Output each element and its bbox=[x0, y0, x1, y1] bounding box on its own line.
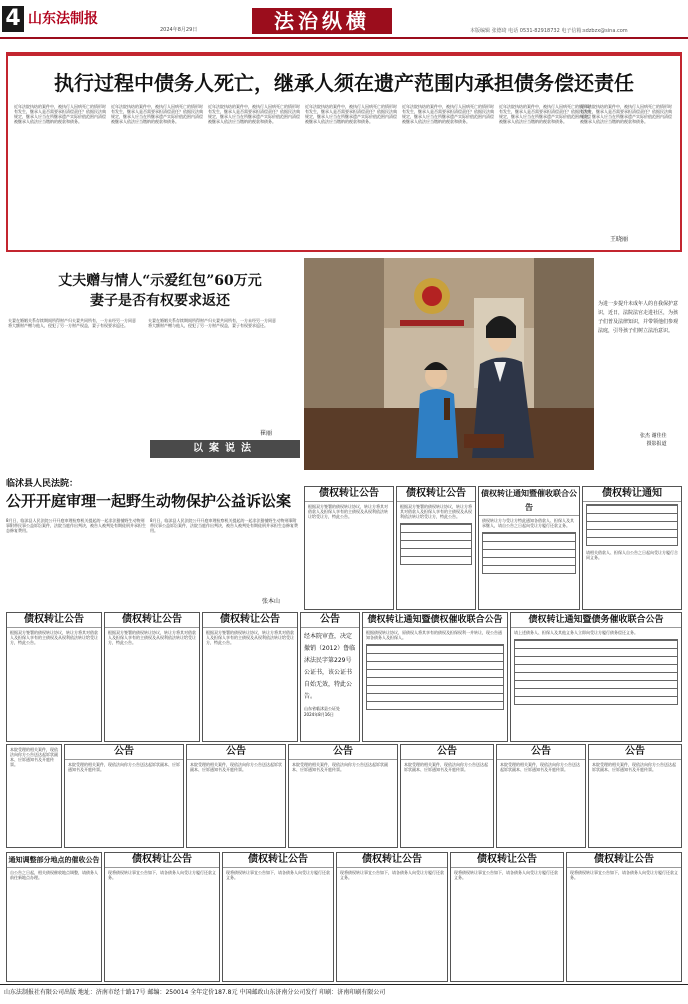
notice-16 bbox=[496, 744, 586, 848]
feature-title: 执行过程中债务人死亡，继承人须在遗产范围内承担债务偿还责任 bbox=[54, 71, 634, 95]
notice-17 bbox=[588, 744, 682, 848]
notice-8-date: 2024年8月16日 bbox=[304, 712, 334, 717]
notice-13 bbox=[186, 744, 286, 848]
feature-text-col-2: 近年法院执结的案件中，被执行人因病死亡的情形时有发生，继承人是否需要承担清偿责任？依据民法典规定，继承人应当在所继承遗产实际价值范围内清偿被继承人依法应当缴纳的税款和债务。 bbox=[111, 104, 203, 124]
notice-8 bbox=[300, 612, 360, 742]
notice-19-text: 现将债权转让事宜公告如下，请各债务人向受让方履行还款义务。 bbox=[108, 870, 216, 880]
paper-name: 山东法制报 bbox=[28, 11, 98, 27]
notice-2-table bbox=[400, 523, 472, 565]
notice-3-text: 债权转让方与受让方特此通知各借款人、担保人及其承继人，请自公告之日起向受让方履行还款义务。 bbox=[482, 518, 574, 528]
notice-19 bbox=[104, 852, 220, 982]
notice-9-text: 根据债权转让协议，原债权人将其享有的债权及担保权利一并转让，现公告通知各债务人及担保人。 bbox=[366, 630, 502, 640]
notice-20-text: 现将债权转让事宜公告如下，请各债务人向受让方履行还款义务。 bbox=[226, 870, 330, 880]
court-text-col-1: 8月日，临沭县人民法院公开开庭审理检察机关提起的一起非法猎捕野生动物刑事附带民事公益诉讼案件，法院当庭作出判决，被告人被判处有期徒刑并承担生态修复费用。 bbox=[6, 518, 146, 533]
issue-date: 2024年8月29日 bbox=[160, 27, 198, 33]
photo-credit bbox=[640, 432, 667, 448]
notice-2-title: 债权转让公告 bbox=[397, 487, 475, 502]
page-number: 4 bbox=[2, 6, 24, 32]
notice-21 bbox=[336, 852, 448, 982]
notice-20 bbox=[222, 852, 334, 982]
feature-author: 王晓丽 bbox=[610, 236, 629, 243]
notice-11 bbox=[6, 744, 62, 848]
footer-rule bbox=[0, 984, 688, 985]
photo-caption: 为进一步提升未成年人的自我保护意识，近日，法院法官走进社区，为孩子们普及法律知识，并带领他们参观法庭，引导孩子们树立法治意识。 bbox=[598, 301, 679, 334]
notice-3 bbox=[478, 486, 580, 610]
notice-18 bbox=[6, 852, 102, 982]
notice-22-title: 债权转让公告 bbox=[451, 853, 563, 868]
notice-4-title: 债权转让通知 bbox=[583, 487, 681, 502]
notice-23 bbox=[566, 852, 682, 982]
masthead bbox=[0, 0, 688, 40]
notice-8-text: 经本院审查，决定撤销（2012）鲁临沭法民字第229号公证书，该公证书自始无效，特此公告。 bbox=[304, 633, 356, 700]
notice-18-text: 自公告之日起，相关债权催收地点调整，请债务人前往新地点办理。 bbox=[10, 870, 98, 880]
notice-1 bbox=[304, 486, 394, 610]
notice-2 bbox=[396, 486, 476, 610]
notice-12-text: 本院受理的相关案件，现依法向你方公告送达起诉状副本、应诉通知书及开庭传票。 bbox=[68, 762, 180, 772]
feature-text-col-5: 近年法院执结的案件中，被执行人因病死亡的情形时有发生，继承人是否需要承担清偿责任？依据民法典规定，继承人应当在所继承遗产实际价值范围内清偿被继承人依法应当缴纳的税款和债务。 bbox=[402, 104, 494, 124]
gift-title: 丈夫赠与情人“示爱红包”60万元 bbox=[58, 273, 262, 289]
notice-7 bbox=[202, 612, 298, 742]
notice-11-text: 本院受理的相关案件，现依法向你方公告送达起诉状副本、应诉通知书及开庭传票。 bbox=[10, 747, 58, 767]
notice-4-table bbox=[586, 504, 678, 546]
feature-text-col-7: 近年法院执结的案件中，被执行人因病死亡的情形时有发生，继承人是否需要承担清偿责任？依据民法典规定，继承人应当在所继承遗产实际价值范围内清偿被继承人依法应当缴纳的税款和债务。 bbox=[580, 104, 672, 124]
notice-12 bbox=[64, 744, 184, 848]
gift-text-col-2: 夫妻在婚姻关系存续期间所得财产归夫妻共同所有，一方未经另一方同意将大额财产赠与他人，侵犯了另一方财产权益，妻子有权要求返还。 bbox=[148, 318, 276, 328]
notice-20-title: 债权转让公告 bbox=[223, 853, 333, 868]
notice-3-title: 债权转让通知暨催收联合公告 bbox=[479, 487, 579, 516]
notice-23-text: 现将债权转让事宜公告如下，请各债务人向受让方履行还款义务。 bbox=[570, 870, 678, 880]
editor-info: 本版编辑 张德琦 电话 0531-82918732 电子信箱:sdzbzx@sina.com bbox=[470, 28, 628, 34]
gift-text-col-1: 夫妻在婚姻关系存续期间所得财产归夫妻共同所有，一方未经另一方同意将大额财产赠与他人，侵犯了另一方财产权益，妻子有权要求返还。 bbox=[8, 318, 136, 328]
notice-5-title: 债权转让公告 bbox=[7, 613, 101, 628]
notice-6 bbox=[104, 612, 200, 742]
photo-credit-names: 张杰 谢佳佳 bbox=[640, 433, 667, 439]
notice-15-text: 本院受理的相关案件，现依法向你方公告送达起诉状副本、应诉通知书及开庭传票。 bbox=[404, 762, 488, 772]
notice-2-text: 根据双方签署的债权转让协议，转让方将其对借款人及担保人享有的主债权及从权利依法转让给受让方，特此公告。 bbox=[400, 504, 472, 519]
feature-text-col-1: 近年法院执结的案件中，被执行人因病死亡的情形时有发生，继承人是否需要承担清偿责任？依据民法典规定，继承人应当在所继承遗产实际价值范围内清偿被继承人依法应当缴纳的税款和债务。 bbox=[14, 104, 106, 124]
courtroom-photo bbox=[304, 258, 594, 470]
notice-6-title: 债权转让公告 bbox=[105, 613, 199, 628]
notice-9-title: 债权转让通知暨债权催收联合公告 bbox=[363, 613, 507, 628]
notice-15-title: 公告 bbox=[401, 745, 493, 760]
notice-22 bbox=[450, 852, 564, 982]
notice-10-title: 债权转让通知暨债务催收联合公告 bbox=[511, 613, 681, 628]
notice-12-title: 公告 bbox=[65, 745, 183, 760]
court-text-col-2: 8月日，临沭县人民法院公开开庭审理检察机关提起的一起非法猎捕野生动物刑事附带民事公益诉讼案件，法院当庭作出判决，被告人被判处有期徒刑并承担生态修复费用。 bbox=[150, 518, 298, 533]
notice-9 bbox=[362, 612, 508, 742]
notice-7-title: 债权转让公告 bbox=[203, 613, 297, 628]
court-author: 张本山 bbox=[262, 598, 281, 605]
photo-credit-label: 摄影报道 bbox=[646, 441, 667, 447]
notice-10 bbox=[510, 612, 682, 742]
notice-16-title: 公告 bbox=[497, 745, 585, 760]
feature-top-bar bbox=[6, 52, 682, 56]
notice-1-text: 根据双方签署的债权转让协议，转让方将其对借款人及担保人享有的主债权及从权利依法转让给受让方，特此公告。 bbox=[308, 504, 388, 519]
notice-13-title: 公告 bbox=[187, 745, 285, 760]
notice-10-table bbox=[514, 639, 678, 705]
notice-17-title: 公告 bbox=[589, 745, 681, 760]
notice-21-text: 现将债权转让事宜公告如下，请各债务人向受让方履行还款义务。 bbox=[340, 870, 444, 880]
notice-16-text: 本院受理的相关案件，现依法向你方公告送达起诉状副本、应诉通知书及开庭传票。 bbox=[500, 762, 580, 772]
notice-17-text: 本院受理的相关案件，现依法向你方公告送达起诉状副本、应诉通知书及开庭传票。 bbox=[592, 762, 676, 772]
court-prefix: 临沭县人民法院： bbox=[6, 479, 79, 489]
notice-18-title: 通知调整部分地点的催收公告 bbox=[7, 853, 101, 868]
notice-4 bbox=[582, 486, 682, 610]
notice-7-text: 根据双方签署的债权转让协议，转让方将其对借款人及担保人享有的主债权及从权利依法转让给受让方，特此公告。 bbox=[206, 630, 294, 645]
case-banner: 以案说法 bbox=[150, 440, 300, 458]
section-title: 法治纵横 bbox=[252, 8, 392, 34]
notice-5-text: 根据双方签署的债权转让协议，转让方将其对借款人及担保人享有的主债权及从权利依法转让给受让方，特此公告。 bbox=[10, 630, 98, 645]
notice-1-title: 债权转让公告 bbox=[305, 487, 393, 502]
notice-14-text: 本院受理的相关案件，现依法向你方公告送达起诉状副本、应诉通知书及开庭传票。 bbox=[292, 762, 388, 772]
notice-6-text: 根据双方签署的债权转让协议，转让方将其对借款人及担保人享有的主债权及从权利依法转让给受让方，特此公告。 bbox=[108, 630, 196, 645]
notice-15 bbox=[400, 744, 494, 848]
notice-8-org: 山东省临沭县公证处 bbox=[304, 706, 340, 711]
court-title: 公开开庭审理一起野生动物保护公益诉讼案 bbox=[6, 492, 292, 510]
notice-13-text: 本院受理的相关案件，现依法向你方公告送达起诉状副本、应诉通知书及开庭传票。 bbox=[190, 762, 282, 772]
notice-8-title: 公告 bbox=[301, 613, 359, 628]
footer-imprint: 山东法制报社有限公司出版 地址：济南市经十路17号 邮编：250014 全年定价187.8元 中国邮政山东济南分公司发行 印刷：济南印刷有限公司 bbox=[4, 989, 386, 996]
notice-3-table bbox=[482, 532, 576, 574]
notice-4-text: 请相关借款人、担保人自公告之日起向受让方履行合同义务。 bbox=[586, 550, 678, 560]
gift-author: 崔丽 bbox=[260, 430, 273, 437]
notice-23-title: 债权转让公告 bbox=[567, 853, 681, 868]
notice-14-title: 公告 bbox=[289, 745, 397, 760]
notice-22-text: 现将债权转让事宜公告如下，请各债务人向受让方履行还款义务。 bbox=[454, 870, 558, 880]
notice-19-title: 债权转让公告 bbox=[105, 853, 219, 868]
gift-subtitle: 妻子是否有权要求返还 bbox=[90, 293, 230, 309]
notice-10-text: 请上述债务人、担保人及其他义务人立即向受让方履行债务偿还义务。 bbox=[514, 630, 638, 635]
notice-14 bbox=[288, 744, 398, 848]
header-rule bbox=[0, 37, 688, 39]
notice-9-table bbox=[366, 644, 504, 710]
feature-text-col-3: 近年法院执结的案件中，被执行人因病死亡的情形时有发生，继承人是否需要承担清偿责任？依据民法典规定，继承人应当在所继承遗产实际价值范围内清偿被继承人依法应当缴纳的税款和债务。 bbox=[208, 104, 300, 124]
notice-21-title: 债权转让公告 bbox=[337, 853, 447, 868]
feature-text-col-4: 近年法院执结的案件中，被执行人因病死亡的情形时有发生，继承人是否需要承担清偿责任？依据民法典规定，继承人应当在所继承遗产实际价值范围内清偿被继承人依法应当缴纳的税款和债务。 bbox=[305, 104, 397, 124]
notice-5 bbox=[6, 612, 102, 742]
feature-text-col-6: 近年法院执结的案件中，被执行人因病死亡的情形时有发生，继承人是否需要承担清偿责任？依据民法典规定，继承人应当在所继承遗产实际价值范围内清偿被继承人依法应当缴纳的税款和债务。 bbox=[499, 104, 591, 124]
